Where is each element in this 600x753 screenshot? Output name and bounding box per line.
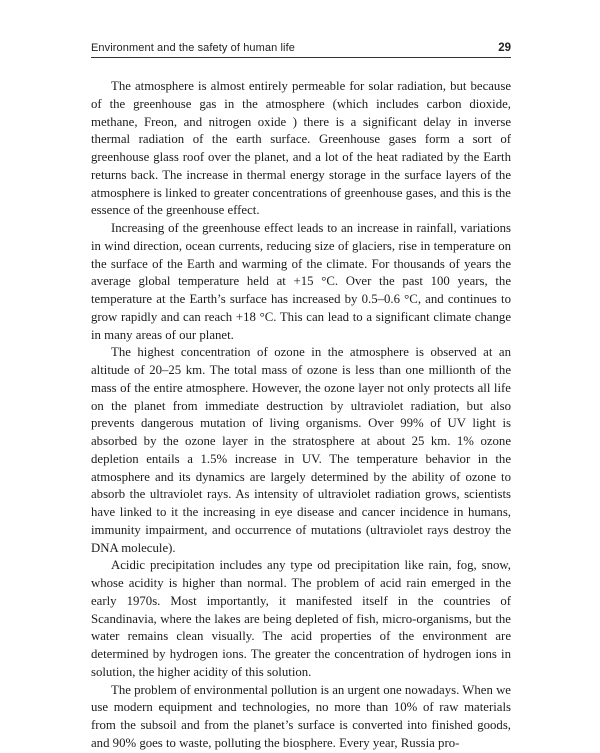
body-text bbox=[91, 78, 511, 753]
running-header bbox=[91, 42, 511, 58]
paragraph-greenhouse-gases: The atmosphere is almost entirely permeable for solar radiation, but because of the greenhouse gas in the atmosphere (which includes carbon dioxide, methane, Freon, and nitrogen oxide ) there is a significant delay in inverse thermal radiation of the earth surface. Greenhouse gases form a sort of greenhouse glass roof over the planet, and a lot of the heat radiated by the Earth returns back. The increase in thermal energy storage in the surface layers of the atmosphere is linked to greater concentrations of greenhouse gases, and this is the essence of the greenhouse effect. bbox=[91, 79, 511, 218]
page-number: 29 bbox=[498, 42, 511, 54]
paragraph-acid-precipitation: Acidic precipitation includes any type od precipitation like rain, fog, snow, whose acidity is higher than normal. The problem of acid rain emerged in the early 1970s. Most importantly, it manifested itself in the countries of Scandinavia, where the lakes are being depleted of fish, micro-organisms, but the water remains clean visually. The acid properties of the environment are determined by hydrogen ions. The greater the concentration of hydrogen ions in solution, the higher acidity of this solution. bbox=[91, 558, 511, 679]
running-title: Environment and the safety of human life bbox=[91, 42, 295, 54]
paragraph-environmental-pollution: The problem of environmental pollution is an urgent one nowadays. When we use modern equipment and technologies, no more than 10% of raw materials from the subsoil and from the planet’s surface is converted into finished goods, and 90% goes to waste, polluting the biosphere. Every year, Russia pro- bbox=[91, 682, 511, 750]
paragraph-greenhouse-effect-consequences: Increasing of the greenhouse effect leads to an increase in rainfall, variations in wind direction, ocean currents, reducing size of glaciers, rise in temperature on the surface of the Earth and warming of the climate. For thousands of years the average global temperature held at +15 °C. Over the past 100 years, the temperature at the Earth’s surface has increased by 0.5–0.6 °C, and continues to grow rapidly and can reach +18 °C. This can lead to a significant climate change in many areas of our planet. bbox=[91, 221, 511, 342]
paragraph-ozone-layer: The highest concentration of ozone in the atmosphere is observed at an altitude of 20–25 km. The total mass of ozone is less than one millionth of the mass of the entire atmosphere. However, the ozone layer not only protects all life on the planet from immediate destruction by ultraviolet radiation, but also prevents dangerous mutation of living organisms. Over 99% of UV light is absorbed by the ozone layer in the stratosphere at about 25 km. 1% ozone depletion entails a 1.5% increase in UV. The temperature behavior in the atmosphere and its dynamics are largely determined by the ability of ozone to absorb the ultraviolet rays. As intensity of ultraviolet radiation grows, scientists have linked to it the increasing in eye disease and cancer incidence in humans, immunity impairment, and occurrence of mutations (ultraviolet rays destroy the DNA molecule). bbox=[91, 345, 511, 555]
